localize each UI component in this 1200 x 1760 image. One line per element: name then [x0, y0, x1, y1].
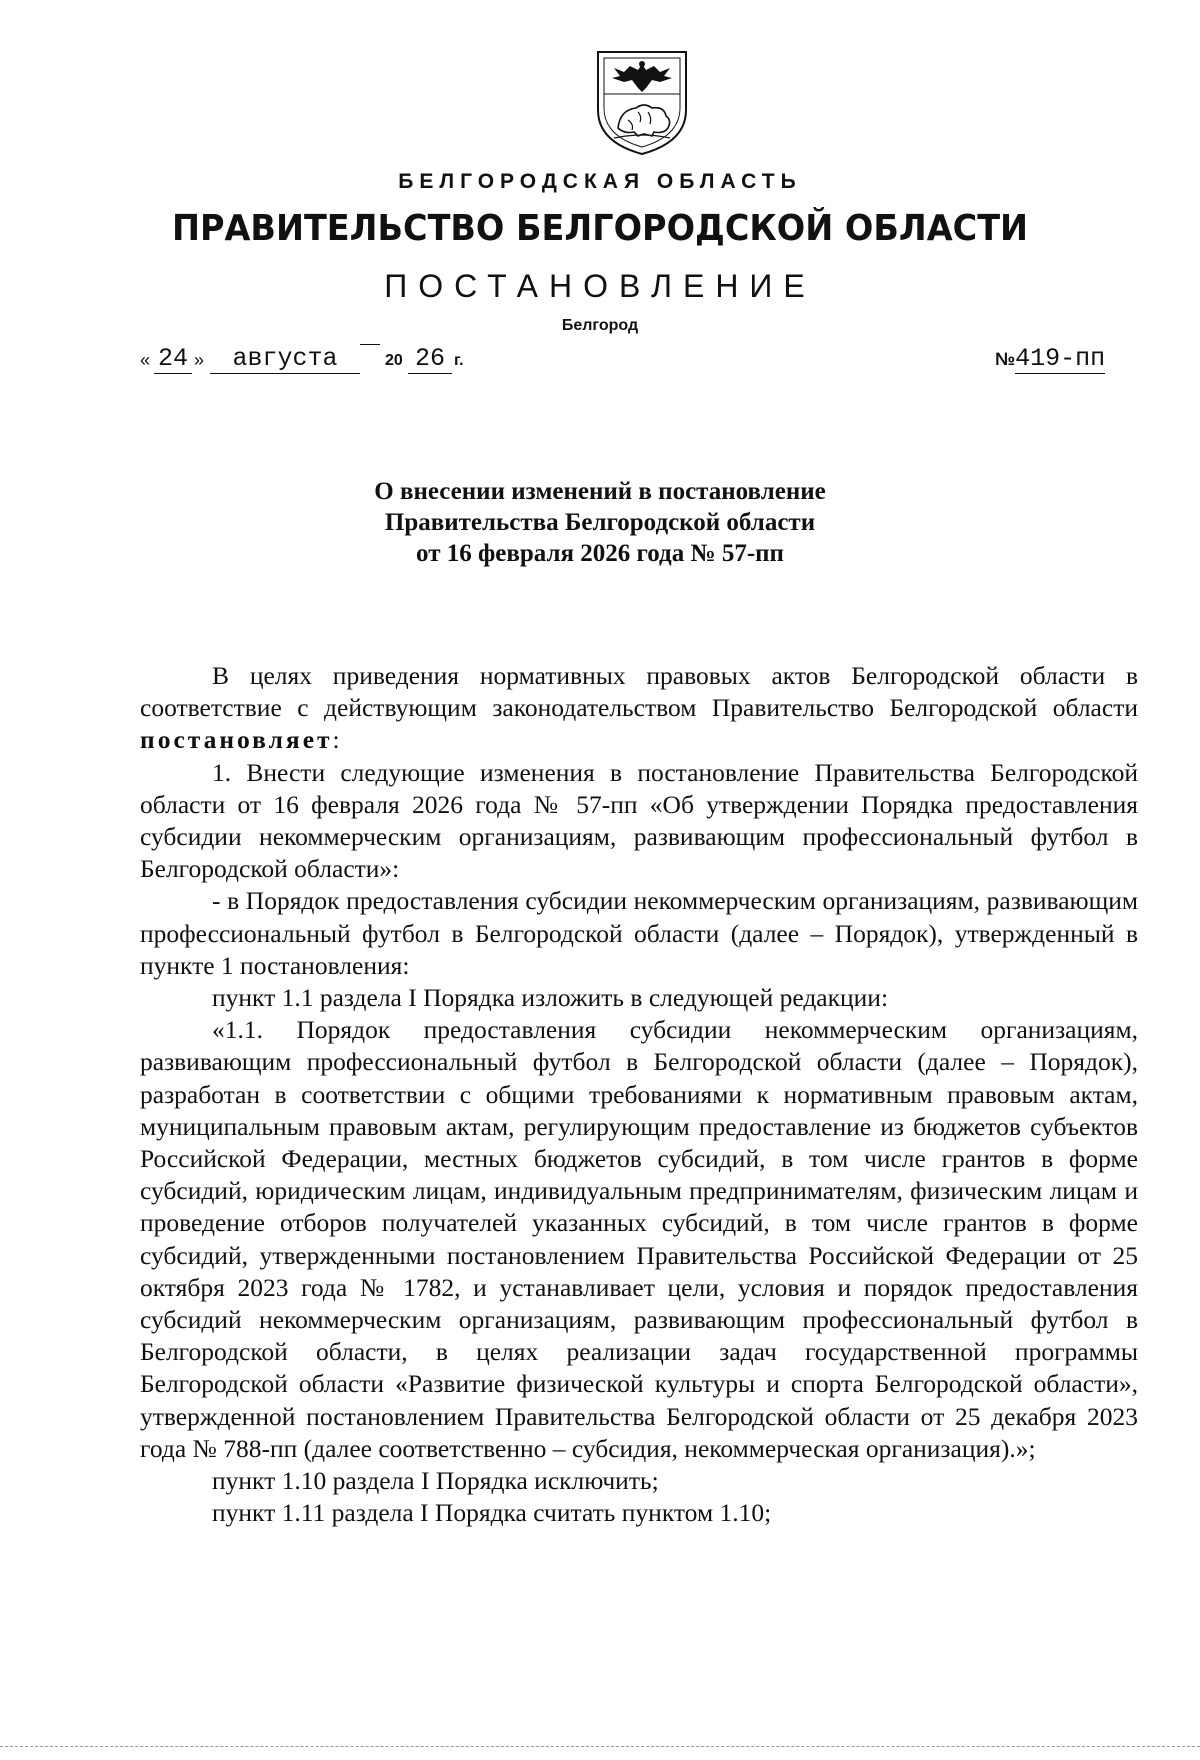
date-year-mark: г. [454, 352, 464, 369]
government-title: ПРАВИТЕЛЬСТВО БЕЛГОРОДСКОЙ ОБЛАСТИ [171, 208, 1029, 249]
preamble-emphasis: постановляет [140, 725, 333, 755]
subject-line-2: Правительства Белгородской области [384, 509, 816, 536]
date-day: 24 [154, 344, 192, 374]
date-year-suffix: 26 [408, 344, 452, 374]
date-close-quote: » [194, 350, 205, 370]
document-type: ПОСТАНОВЛЕНИЕ [384, 268, 816, 304]
subject-line-3: от 16 февраля 2026 года № 57-пп [416, 540, 784, 567]
date-open-quote: « [140, 350, 151, 370]
decree-number [995, 344, 1115, 376]
document-body [140, 660, 1138, 1529]
date-month: августа [210, 344, 360, 374]
number-value: 419-пп [1015, 344, 1106, 373]
preamble-colon: : [332, 725, 340, 755]
coat-of-arms-icon [594, 50, 690, 156]
document-subject [0, 476, 1200, 569]
number-sign: № [995, 349, 1016, 369]
subject-line-1: О внесении изменений в постановление [374, 478, 826, 505]
paragraph-clause-instruction: пункт 1.1 раздела I Порядка изложить в следующей редакции: [212, 983, 889, 1013]
page-bottom-edge [0, 1746, 1200, 1747]
paragraph-new-clause: «1.1. Порядок предоставления субсидии некоммерческим организациям, развивающим профессиональный футбол в Белгородской области (далее – Порядок), разработан в соответствии с общими требованиями к нормативным правовым актам, муниципальным правовым актам, регулирующим предоставление из бюджетов субъектов Российской Федерации, местных бюджетов субсидий, в том числе грантов в форме субсидий, юридическим лицам, индивидуальным предпринимателям, физическим лицам и проведение отборов получателей указанных субсидий, в том числе грантов в форме субсидий, утвержденными постановлением Правительства Российской Федерации от 25 октября 2023 года № 1782, и устанавливает цели, условия и порядок предоставления субсидий некоммерческим организациям, развивающим профессиональный футбол в Белгородской области, в целях реализации задач государственной программы Белгородской области «Развитие физической культуры и спорта Белгородской области», утвержденной постановлением Правительства Белгородской области от 25 декабря 2023 года № 788-пп (далее соответственно – субсидия, некоммерческая организация).»; [140, 1015, 1138, 1463]
city-label: Белгород [561, 317, 639, 334]
date-year-prefix: 20 [385, 352, 403, 369]
paragraph-amendment: - в Порядок предоставления субсидии некоммерческим организациям, развивающим профессиональный футбол в Белгородской области (далее – Порядок), утвержденный в пункте 1 постановления: [140, 886, 1138, 980]
paragraph-item-1: 1. Внести следующие изменения в постановление Правительства Белгородской области от 16 февраля 2026 года № 57-пп «Об утверждении Порядка предоставления субсидии некоммерческим организациям, развивающим профессиональный футбол в Белгородской области»: [140, 757, 1138, 884]
paragraph-renumber: пункт 1.11 раздела I Порядка считать пунктом 1.10; [212, 1498, 772, 1528]
preamble-text: В целях приведения нормативных правовых актов Белгородской области в соответствие с действующим законодательством Правительство Белгородской области [140, 661, 1138, 723]
paragraph-preamble [140, 660, 1138, 757]
region-title: БЕЛГОРОДСКАЯ ОБЛАСТЬ [398, 170, 802, 193]
paragraph-exclude: пункт 1.10 раздела I Порядка исключить; [212, 1466, 659, 1496]
